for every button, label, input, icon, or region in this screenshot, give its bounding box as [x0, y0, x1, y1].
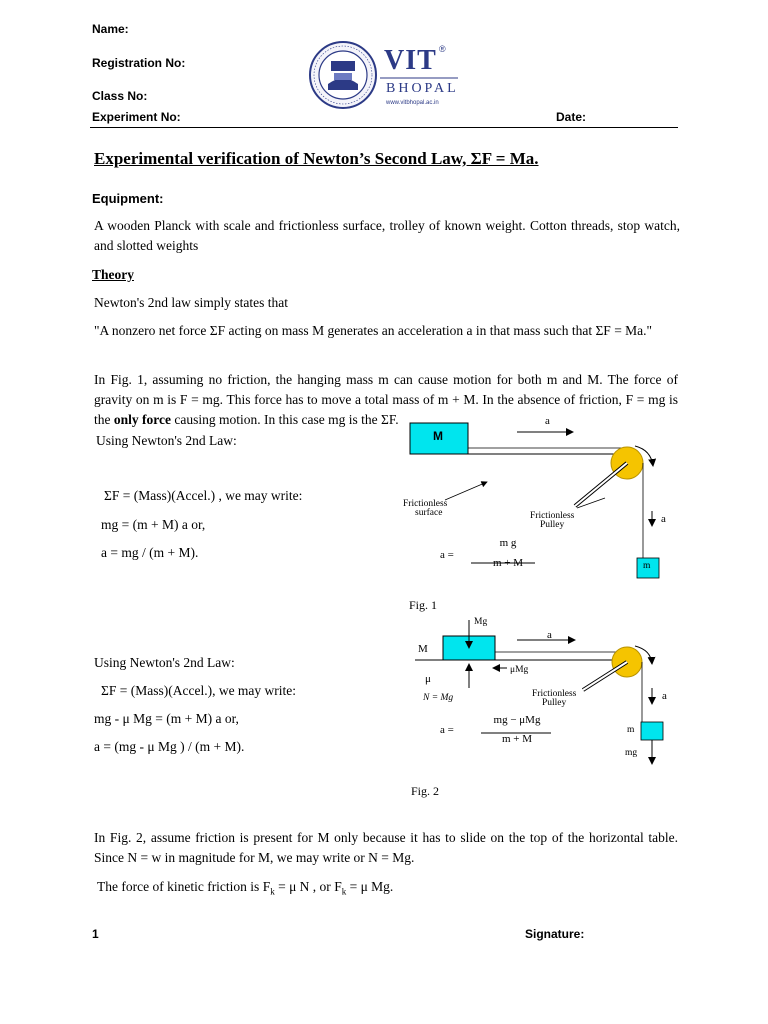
- kinetic-lead: The force of kinetic friction is: [97, 879, 263, 894]
- signature-label: Signature:: [525, 927, 585, 941]
- name-label: Name:: [92, 22, 129, 36]
- kinetic-mid2: = μ Mg.: [346, 879, 394, 894]
- friction-paragraph: In Fig. 2, assume friction is present for M only because it has to slide on the top of the horizontal table. Since N = w in magnitude for M, we may write or N = Mg.: [94, 830, 678, 865]
- fig1-eq-line-1: Using Newton's 2nd Law:: [96, 433, 237, 448]
- theory-only-force: only force: [113, 412, 171, 427]
- fig2-block-label: M: [418, 643, 428, 655]
- fig2-accel-label: a: [547, 629, 552, 641]
- fig1-caption: Fig. 1: [409, 598, 438, 612]
- fig2-formula-denominator: m + M: [501, 733, 533, 745]
- kinetic-friction-line: [97, 877, 393, 902]
- fig1-surface-label-1: Frictionless: [403, 499, 448, 509]
- fig2-hang-accel-label: a: [662, 690, 667, 702]
- fig1-formula-lhs: a =: [440, 549, 454, 561]
- fig1-hang-mass-label: m: [643, 561, 651, 571]
- class-label: Class No:: [92, 89, 148, 103]
- theory-paragraph-part-b: causing motion. In this case mg is the ΣF.: [171, 412, 399, 427]
- fig2-pulley-label-1: Frictionless: [532, 689, 577, 699]
- fig2-normal-label: N = Mg: [423, 693, 454, 703]
- fig1-pulley-label-1: Frictionless: [530, 511, 575, 521]
- fig2-friction-label: μMg: [510, 665, 529, 675]
- fig1-accel-label: a: [545, 415, 550, 427]
- fig1-eq-line-4: a = mg / (m + M).: [101, 545, 199, 560]
- fig1-block-label: M: [433, 429, 443, 443]
- kinetic-f2: F: [334, 879, 342, 894]
- header-rule: [90, 127, 678, 128]
- kinetic-f1: F: [262, 879, 271, 894]
- fig2-hang-mass-label: m: [627, 725, 635, 735]
- equipment-text: A wooden Planck with scale and frictionless surface, trolley of known weight. Cotton threads, stop watch, and slotted weights: [94, 218, 680, 253]
- fig1-formula-numerator: m g: [499, 537, 517, 549]
- fig1-surface-pointer: [445, 482, 487, 500]
- fig2-eq-line-2: ΣF = (Mass)(Accel.), we may write:: [101, 683, 297, 698]
- registration-label: Registration No:: [92, 56, 186, 70]
- kinetic-mid1: = μ N , or: [274, 879, 335, 894]
- logo-brand: VIT: [384, 45, 437, 76]
- fig2-eq-line-1: Using Newton's 2nd Law:: [94, 655, 235, 670]
- logo-city: BHOPAL: [386, 81, 459, 96]
- fig1-eq-line-2: ΣF = (Mass)(Accel.) , we may write:: [104, 488, 303, 503]
- fig1-eq-line-3: mg = (m + M) a or,: [101, 517, 206, 532]
- fig2-mg-top-label: Mg: [474, 617, 488, 627]
- fig1-hang-accel-label: a: [661, 513, 666, 525]
- theory-quote: "A nonzero net force ΣF acting on mass M generates an acceleration a in that mass such that ΣF = Ma.": [94, 323, 653, 338]
- fig2-caption: Fig. 2: [411, 784, 440, 798]
- fig1-surface-label-2: surface: [415, 508, 443, 518]
- fig1-formula-denominator: m + M: [492, 557, 524, 569]
- fig2-hang-weight-label: mg: [625, 748, 638, 758]
- fig2-eq-line-3: mg - μ Mg = (m + M) a or,: [94, 711, 239, 726]
- date-label: Date:: [556, 110, 587, 124]
- fig2-eq-line-4: a = (mg - μ Mg ) / (m + M).: [94, 739, 245, 754]
- theory-intro: Newton's 2nd law simply states that: [94, 295, 289, 310]
- fig1-pulley-label-2: Pulley: [540, 520, 565, 530]
- fig2-formula-numerator: mg − μMg: [493, 714, 541, 726]
- equipment-heading: Equipment:: [92, 191, 164, 206]
- page-title: Experimental verification of Newton’s Second Law, ΣF = Ma.: [94, 149, 539, 168]
- fig2-hanging-mass: [641, 722, 663, 740]
- logo-registered-mark: ®: [439, 44, 446, 54]
- experiment-label: Experiment No:: [92, 110, 181, 124]
- logo-url: www.vitbhopal.ac.in: [386, 100, 439, 106]
- kinetic-sub1: k: [270, 886, 275, 897]
- page-number: 1: [92, 927, 99, 941]
- fig2-formula-lhs: a =: [440, 724, 454, 736]
- fig2-pulley-label-2: Pulley: [542, 698, 567, 708]
- vit-logo: [308, 40, 463, 110]
- theory-heading: Theory: [92, 267, 134, 282]
- fig2-mu-label: μ: [425, 673, 431, 685]
- kinetic-sub2: k: [341, 886, 347, 897]
- theory-paragraph-part-a: In Fig. 1, assuming no friction, the hanging mass m can cause motion for both m and M. The force of gravity on m is F = mg. This force has to move a total mass of m + M. In the absence of friction, F = mg is the: [94, 372, 678, 427]
